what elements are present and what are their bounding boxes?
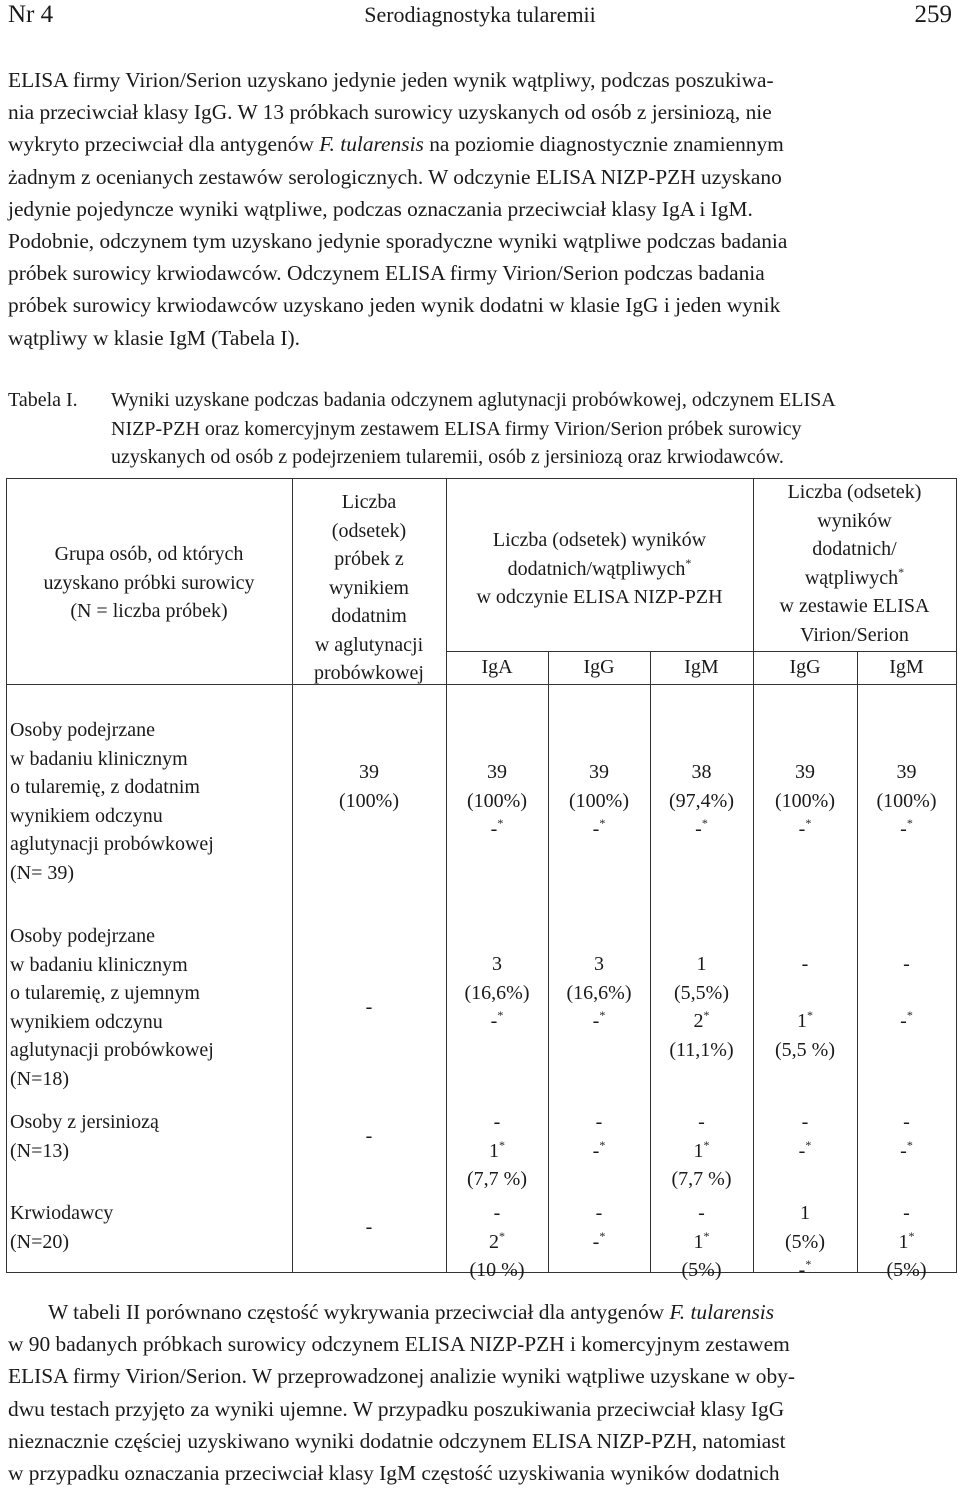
row-value-cell bbox=[654, 950, 749, 1064]
doubtful-marker: * bbox=[599, 1008, 606, 1022]
table-column-rule bbox=[956, 478, 957, 1273]
cell-line: (5,5 %) bbox=[775, 1038, 835, 1061]
subheader-igm bbox=[861, 653, 952, 682]
table-column-rule bbox=[292, 478, 293, 1273]
doubtful-marker: * bbox=[805, 1137, 812, 1152]
cell-line: aglutynacji probówkowej bbox=[10, 1039, 214, 1061]
cell-line: - bbox=[903, 953, 910, 975]
cell-line: 2* bbox=[693, 1008, 710, 1032]
cell-line: - bbox=[903, 1111, 910, 1133]
row-value-cell bbox=[861, 950, 952, 1036]
row-value-cell bbox=[450, 1108, 544, 1194]
table-column-rule bbox=[650, 651, 651, 1273]
cell-line: 3 bbox=[492, 953, 502, 975]
cell-line: 39 bbox=[487, 761, 507, 783]
cell-line: - bbox=[365, 1216, 373, 1238]
doubtful-marker: * bbox=[906, 1137, 913, 1152]
cell-line: (5,5%) bbox=[674, 981, 729, 1004]
cell-line: o tularemię, z ujemnym bbox=[10, 982, 200, 1004]
doubtful-marker: * bbox=[805, 816, 812, 830]
cell-line: (100%) bbox=[876, 789, 937, 812]
row-value-cell bbox=[654, 758, 749, 844]
text-line: ELISA firmy Virion/Serion uzyskano jedynie jeden wynik wątpliwy, podczas poszukiwa- bbox=[8, 68, 774, 92]
text-line: żadnym z ocenianych zestawów serologicznych. W odczynie ELISA NIZP-PZH uzyskano bbox=[8, 164, 782, 189]
row-value-cell bbox=[552, 1199, 646, 1256]
doubtful-marker: * bbox=[703, 1137, 710, 1152]
cell-line: -* bbox=[592, 1137, 606, 1162]
row-value-cell bbox=[654, 1199, 749, 1285]
row-agglutination-value bbox=[296, 1122, 442, 1151]
cell-line: (16,6%) bbox=[464, 981, 530, 1004]
row-value-cell bbox=[861, 758, 952, 844]
cell-line: (N= 39) bbox=[10, 861, 75, 884]
cell-line: 3 bbox=[594, 953, 604, 975]
text-line: wykryto przeciwciał dla antygenów F. tularensis na poziomie diagnostycznie znamiennym bbox=[8, 132, 784, 157]
cell-line: 1* bbox=[693, 1228, 710, 1253]
subheader-iga bbox=[450, 653, 544, 682]
row-value-cell bbox=[552, 1108, 646, 1165]
row-value-cell bbox=[861, 1108, 952, 1165]
table-subheader-rule bbox=[446, 651, 957, 652]
cell-line: Krwiodawcy bbox=[10, 1202, 114, 1224]
cell-line: (16,6%) bbox=[566, 981, 632, 1004]
cell-line: -* bbox=[592, 816, 606, 840]
table-column-rule bbox=[446, 478, 447, 1273]
cell-line: - bbox=[595, 1111, 603, 1133]
cell-line: (7,7 %) bbox=[467, 1168, 527, 1190]
table-column-rule bbox=[857, 651, 858, 1273]
subheader-igg bbox=[552, 653, 646, 682]
running-title: Serodiagnostyka tularemii bbox=[364, 2, 596, 27]
cell-line: wynikiem odczynu bbox=[10, 804, 163, 827]
cell-line: probówkowej bbox=[314, 662, 424, 684]
cell-line: w odczynie ELISA NIZP-PZH bbox=[476, 586, 723, 608]
row-value-cell bbox=[450, 950, 544, 1036]
row-group-label bbox=[10, 922, 288, 1093]
cell-line: aglutynacji probówkowej bbox=[10, 833, 214, 855]
species-name: F. tularensis bbox=[669, 1300, 775, 1324]
cell-line: IgM bbox=[684, 656, 719, 678]
doubtful-marker: * bbox=[805, 1257, 812, 1271]
subheader-igm bbox=[654, 653, 749, 682]
table-column-rule bbox=[548, 651, 549, 1273]
doubtful-marker: * bbox=[499, 1228, 505, 1243]
cell-line: IgM bbox=[889, 656, 924, 678]
cell-line: 1 bbox=[696, 953, 707, 975]
cell-line: (11,1%) bbox=[669, 1038, 734, 1061]
cell-line: (5%) bbox=[886, 1259, 927, 1281]
row-agglutination-value bbox=[296, 758, 442, 815]
cell-line: Osoby z jersiniozą bbox=[10, 1111, 159, 1133]
cell-line: próbek z bbox=[334, 548, 404, 570]
cell-line: - bbox=[801, 953, 809, 975]
cell-line bbox=[757, 979, 853, 1008]
row-group-label bbox=[10, 1108, 288, 1165]
cell-line: - bbox=[365, 1125, 373, 1147]
header-elisa-nizp bbox=[450, 526, 749, 612]
doubtful-marker: * bbox=[599, 1137, 606, 1152]
cell-line: (97,4%) bbox=[669, 789, 734, 812]
cell-line: - bbox=[493, 1202, 501, 1224]
cell-line: (100%) bbox=[775, 789, 835, 812]
cell-line: IgA bbox=[481, 656, 513, 678]
cell-line: wynikiem odczynu bbox=[10, 1010, 163, 1033]
cell-line: -* bbox=[592, 1228, 606, 1253]
table-caption-text: Wyniki uzyskane podczas badania odczynem aglutynacji probówkowej, odczynem ELISA NIZP-PZH oraz komercyjnym zestawem ELISA firmy Virion/Serion próbek surowicy uzyskanych od osób z podejrzeniem tularemii, osób z jersiniozą oraz krwiodawców. bbox=[111, 389, 836, 468]
cell-line: -* bbox=[900, 816, 913, 840]
cell-line: -* bbox=[490, 816, 504, 840]
cell-line: uzyskano próbki surowicy bbox=[43, 571, 255, 594]
row-value-cell bbox=[757, 758, 853, 844]
cell-line: 39 bbox=[589, 761, 609, 783]
cell-line: - bbox=[365, 996, 373, 1018]
text-line: W tabeli II porównano częstość wykrywania przeciwciał dla antygenów F. tularensis bbox=[48, 1300, 775, 1324]
subheader-igg bbox=[757, 653, 853, 682]
cell-line: 2* bbox=[489, 1228, 505, 1253]
doubtful-marker: * bbox=[599, 816, 606, 830]
cell-line: Liczba bbox=[341, 491, 397, 513]
cell-line: 1* bbox=[489, 1137, 505, 1162]
cell-line: IgG bbox=[583, 656, 615, 678]
cell-line: - bbox=[595, 1202, 603, 1224]
cell-line: wyników bbox=[817, 509, 892, 532]
cell-line: -* bbox=[490, 1008, 504, 1032]
cell-line: (100%) bbox=[467, 789, 527, 812]
cell-line: Virion/Serion bbox=[800, 623, 909, 646]
cell-line: Liczba (odsetek) wyników bbox=[492, 529, 707, 551]
doubtful-marker: * bbox=[685, 555, 692, 570]
doubtful-marker: * bbox=[703, 1228, 710, 1243]
text-line: w 90 badanych próbkach surowicy odczynem ELISA NIZP-PZH i komercyjnym zestawem bbox=[8, 1332, 790, 1357]
row-value-cell bbox=[757, 1199, 853, 1285]
text-line: wątpliwy w klasie IgM (Tabela I). bbox=[8, 325, 300, 350]
cell-line: - bbox=[903, 1202, 910, 1224]
page-number: 259 bbox=[914, 1, 952, 28]
paragraph-2 bbox=[8, 1296, 954, 1489]
cell-line: w aglutynacji bbox=[314, 633, 424, 656]
cell-line: 1* bbox=[797, 1008, 813, 1032]
cell-line: (5%) bbox=[785, 1230, 825, 1253]
row-agglutination-value bbox=[296, 993, 442, 1022]
cell-line: -* bbox=[900, 1008, 913, 1032]
cell-line: (5%) bbox=[681, 1259, 722, 1281]
cell-line: (100%) bbox=[569, 789, 629, 812]
table-header-rule bbox=[6, 684, 957, 685]
doubtful-marker: * bbox=[497, 1008, 504, 1022]
doubtful-marker: * bbox=[906, 816, 913, 830]
row-group-label bbox=[10, 1199, 288, 1256]
cell-line: - bbox=[698, 1111, 705, 1133]
cell-line: 39 bbox=[795, 761, 815, 783]
text-line: w przypadku oznaczania przeciwciał klasy IgM częstość uzyskiwania wyników dodatnich bbox=[8, 1461, 780, 1486]
doubtful-marker: * bbox=[703, 1008, 710, 1022]
doubtful-marker: * bbox=[807, 1008, 813, 1022]
header-agglutination bbox=[296, 488, 442, 688]
cell-line bbox=[861, 979, 952, 1008]
cell-line: -* bbox=[798, 1137, 812, 1162]
row-value-cell bbox=[757, 950, 853, 1064]
cell-line: w zestawie ELISA bbox=[779, 595, 930, 617]
header-elisa-virion bbox=[757, 478, 952, 649]
text-line: jedynie pojedyncze wyniki wątpliwe, podczas oznaczania przeciwciał klasy IgA i IgM. bbox=[8, 196, 753, 221]
cell-line: (N = liczba próbek) bbox=[70, 600, 228, 622]
row-value-cell bbox=[450, 758, 544, 844]
cell-line: dodatnim bbox=[331, 605, 407, 627]
row-agglutination-value bbox=[296, 1213, 442, 1242]
cell-line: w badaniu klinicznym bbox=[10, 953, 188, 976]
cell-line: -* bbox=[592, 1008, 606, 1032]
cell-line: 39 bbox=[359, 761, 379, 783]
cell-line: Liczba (odsetek) bbox=[787, 481, 922, 503]
cell-line: -* bbox=[900, 1137, 913, 1162]
cell-line: -* bbox=[798, 816, 812, 840]
cell-line: (odsetek) bbox=[331, 519, 407, 542]
cell-line: Osoby podejrzane bbox=[10, 925, 155, 947]
cell-line: - bbox=[801, 1111, 809, 1133]
cell-line: (N=18) bbox=[10, 1067, 70, 1090]
cell-line: 1* bbox=[693, 1137, 710, 1162]
row-value-cell bbox=[450, 1199, 544, 1285]
text-line: próbek surowicy krwiodawców uzyskano jeden wynik dodatni w klasie IgG i jeden wynik bbox=[8, 293, 781, 318]
text-line: nia przeciwciał klasy IgG. W 13 próbkach surowicy uzyskanych od osób z jersiniozą, nie bbox=[8, 100, 772, 125]
cell-line: (N=20) bbox=[10, 1230, 70, 1253]
row-group-label bbox=[10, 716, 288, 887]
cell-line: dodatnich/wątpliwych* bbox=[507, 555, 692, 580]
cell-line: dodatnich/ bbox=[812, 538, 897, 560]
row-value-cell bbox=[861, 1199, 952, 1285]
cell-line: 1 bbox=[800, 1202, 810, 1224]
species-name: F. tularensis bbox=[319, 132, 424, 157]
doubtful-marker: * bbox=[599, 1228, 606, 1243]
row-value-cell bbox=[757, 1108, 853, 1165]
row-value-cell bbox=[654, 1108, 749, 1194]
text-line: próbek surowicy krwiodawców. Odczynem ELISA firmy Virion/Serion podczas badania bbox=[8, 261, 765, 286]
cell-line: -* bbox=[695, 816, 708, 840]
row-value-cell bbox=[552, 758, 646, 844]
cell-line: 38 bbox=[691, 761, 712, 783]
cell-line: -* bbox=[798, 1257, 812, 1281]
text-line: ELISA firmy Virion/Serion. W przeprowadzonej analizie wyniki wątpliwe uzyskane w oby- bbox=[8, 1364, 796, 1389]
cell-line: wątpliwych* bbox=[804, 564, 905, 589]
table-column-rule bbox=[6, 478, 7, 1273]
cell-line: (100%) bbox=[339, 789, 399, 812]
table-column-rule bbox=[753, 478, 754, 1273]
cell-line: wynikiem bbox=[329, 576, 409, 599]
doubtful-marker: * bbox=[497, 816, 504, 830]
cell-line: Grupa osób, od których bbox=[54, 543, 244, 565]
cell-line: Osoby podejrzane bbox=[10, 719, 155, 741]
cell-line: (10 %) bbox=[469, 1259, 525, 1281]
doubtful-marker: * bbox=[701, 816, 708, 830]
cell-line: IgG bbox=[789, 656, 821, 678]
text-line: Podobnie, odczynem tym uzyskano jedynie sporadyczne wyniki wątpliwe podczas badania bbox=[8, 229, 788, 254]
cell-line: 39 bbox=[896, 761, 917, 783]
cell-line: o tularemię, z dodatnim bbox=[10, 776, 200, 798]
text-line: nieznacznie częściej uzyskiwano wyniki dodatnie odczynem ELISA NIZP-PZH, natomiast bbox=[8, 1428, 786, 1453]
doubtful-marker: * bbox=[908, 1228, 915, 1243]
cell-line: (N=13) bbox=[10, 1139, 70, 1162]
cell-line: 1* bbox=[898, 1228, 915, 1253]
header-group bbox=[10, 540, 288, 626]
cell-line: - bbox=[493, 1111, 501, 1133]
cell-line: w badaniu klinicznym bbox=[10, 747, 188, 770]
row-value-cell bbox=[552, 950, 646, 1036]
table-label: Tabela I. bbox=[8, 389, 78, 411]
doubtful-marker: * bbox=[898, 564, 905, 579]
text-line: dwu testach przyjęto za wyniki ujemne. W przypadku poszukiwania przeciwciał klasy IgG bbox=[8, 1396, 785, 1421]
cell-line: - bbox=[698, 1202, 705, 1224]
cell-line: (7,7 %) bbox=[671, 1168, 732, 1190]
doubtful-marker: * bbox=[906, 1008, 913, 1022]
doubtful-marker: * bbox=[499, 1137, 505, 1152]
issue-number: Nr 4 bbox=[8, 1, 54, 28]
